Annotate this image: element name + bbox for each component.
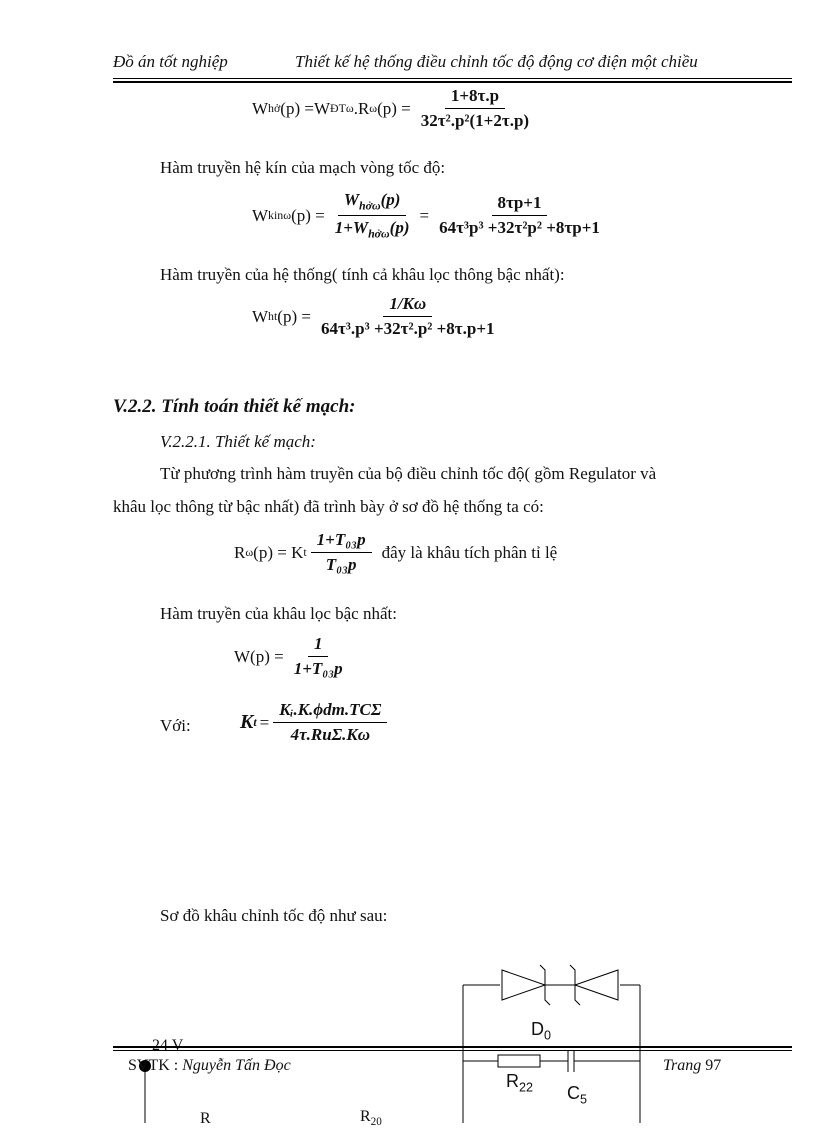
fraction: $\frac{1}{\text{1+T₀₃p}}$ (293, 634, 343, 678)
equation-filter: W(p) = $\frac{1}{\text{1+T₀₃p}}$ (234, 634, 353, 679)
fraction-right: $\frac{8\tau p+1}{\text{64τ³p³ +32τ²p² +8τp+1}}$ (439, 193, 600, 238)
paragraph-filter: Hàm truyền của khâu lọc bậc nhất: (160, 604, 397, 623)
paragraph-diagram-intro: Sơ đồ khâu chỉnh tốc độ như sau: (160, 906, 388, 925)
label-r22: $R_{22}$ (506, 1071, 534, 1095)
fraction: $\frac{1/K\omega}{\text{64τ³.p³ +32τ².p² +8τ.p+1}}$ (320, 294, 495, 338)
header-left: Đồ án tốt nghiệp (113, 52, 228, 71)
subsection-heading: V.2.2.1. Thiết kế mạch: (160, 432, 316, 451)
zener-diode-right (575, 970, 618, 1000)
zener-diode-left (502, 970, 545, 1000)
footer-rule-thick (113, 1046, 792, 1048)
paragraph-line-2: khâu lọc thông từ bậc nhất) đã trình bày ở sơ đồ hệ thống ta có: (113, 497, 544, 516)
fraction: $\frac{\text{1+T₀₃p}}{\text{T₀₃p}}$ (311, 530, 372, 575)
equation-system: W ht (p) = $\frac{1/K\omega}{\text{64τ³.p³ +32τ².p² +8τ.p+1}}$ (252, 294, 505, 339)
section-heading: V.2.2. Tính toán thiết kế mạch: (113, 396, 356, 417)
label-r-left: R (200, 1110, 211, 1127)
paragraph-line-1: Từ phương trình hàm truyền của bộ điều chỉnh tốc độ( gồm Regulator và (160, 464, 657, 483)
equation-closed-loop: W kinω (p) = $\frac{W_{hở\omega}(p)}{1+W_{hở\omega}(p)}$ = $\frac{8\tau p+1}{\text{64τ³p³ +32τ²p² +8τp+1}}$ (252, 190, 610, 242)
footer-page: Trang 97 (663, 1057, 722, 1074)
resistor-r22 (498, 1055, 540, 1067)
header-right: Thiết kế hệ thống điều chỉnh tốc độ động cơ điện một chiều (295, 52, 698, 71)
footer-rule (113, 1050, 792, 1051)
equation-open-loop: W hở (p) =W ĐTω .R ω (p) = $\frac{1+8\tau.p}{\text{32τ².p²(1+2τ.p)}}$ (252, 86, 539, 131)
fraction-left: $\frac{W_{hở\omega}(p)}{1+W_{hở\omega}(p)}$ (334, 190, 410, 241)
label-r20: $R_{20}$ (360, 1108, 382, 1128)
label-c5: $C_5$ (567, 1083, 588, 1107)
equation-kt: K t = $\frac{\text{Kᵢ.K.ϕdm.TCΣ}}{\text{4τ.RuΣ.Kω}}$ (240, 700, 391, 745)
label-d0: $D_0$ (531, 1019, 552, 1043)
paragraph-closed-loop: Hàm truyền hệ kín của mạch vòng tốc độ: (160, 158, 446, 177)
equation-regulator: R ω (p) = K t $\frac{\text{1+T₀₃p}}{\text{T₀₃p}}$ đây là khâu tích phân tỉ lệ (234, 530, 558, 574)
equation-note: đây là khâu tích phân tỉ lệ (381, 542, 558, 562)
fraction: $\frac{1+8\tau.p}{\text{32τ².p²(1+2τ.p)}}$ (420, 86, 530, 130)
footer-author: SVTK : Nguyễn Tấn Đọc (128, 1057, 291, 1074)
paragraph-system: Hàm truyền của hệ thống( tính cả khâu lọc thông bậc nhất): (160, 265, 565, 284)
label-with: Với: (160, 716, 191, 735)
fraction: $\frac{\text{Kᵢ.K.ϕdm.TCΣ}}{\text{4τ.RuΣ.Kω}}$ (273, 700, 387, 745)
